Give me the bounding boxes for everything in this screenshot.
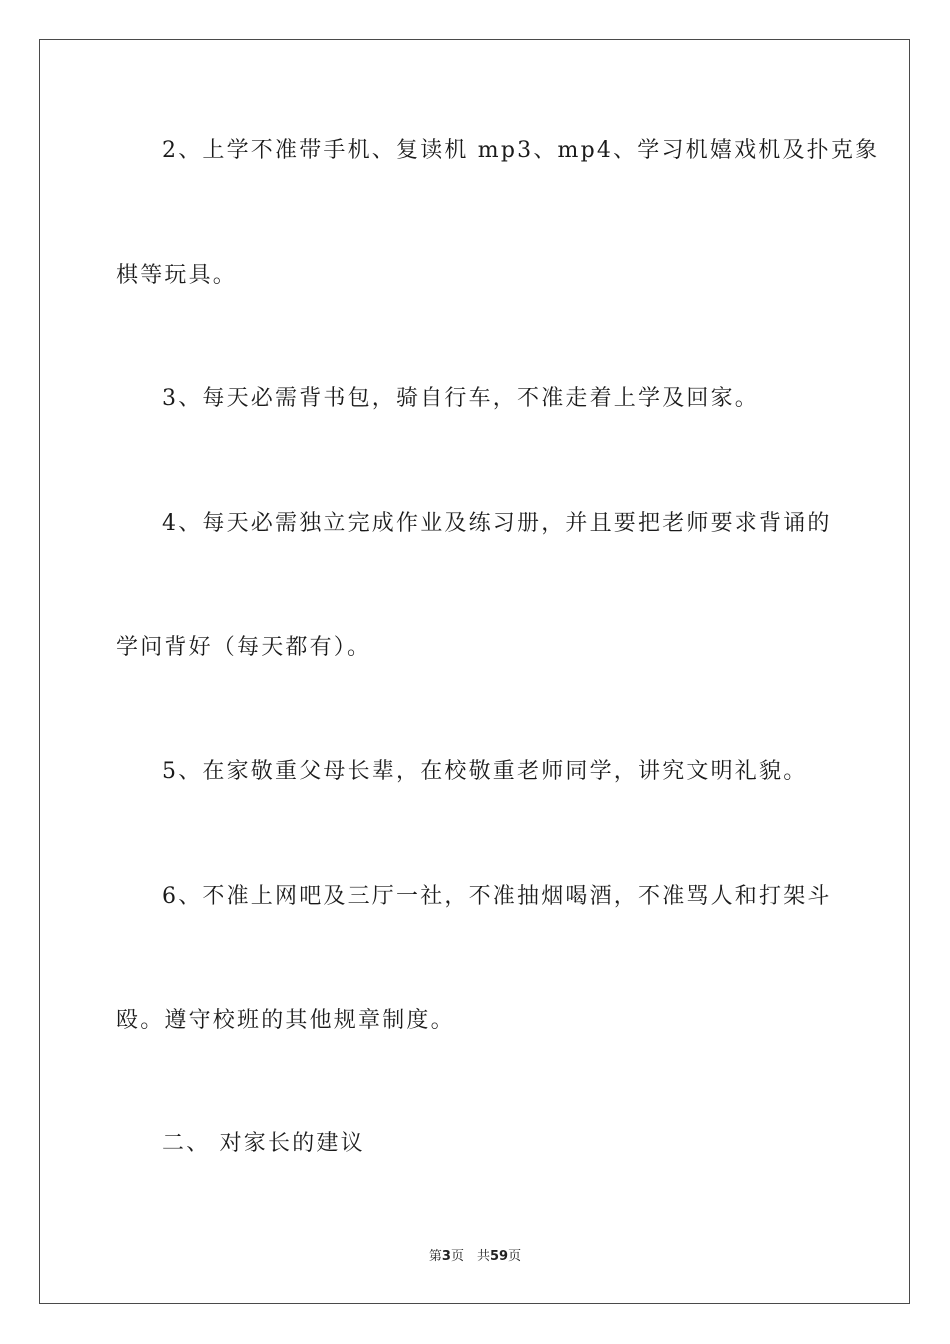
footer-middle: 页 共	[450, 1249, 490, 1264]
paragraph-4-line-1: 4、每天必需独立完成作业及练习册，并且要把老师要求背诵的	[162, 511, 832, 536]
paragraph-3-line-1: 3、每天必需背书包，骑自行车，不准走着上学及回家。	[162, 386, 759, 411]
paragraph-4-line-2: 学问背好（每天都有）。	[116, 635, 372, 660]
footer-total-pages: 59	[489, 1249, 509, 1264]
page-footer	[0, 1245, 950, 1264]
paragraph-2-line-2: 棋等玩具。	[116, 263, 238, 288]
footer-suffix: 页	[508, 1249, 522, 1264]
paragraph-6-line-2: 殴。遵守校班的其他规章制度。	[116, 1008, 455, 1033]
page-border	[39, 39, 910, 1304]
footer-prefix: 第	[428, 1249, 442, 1264]
paragraph-5-line-1: 5、在家敬重父母长辈，在校敬重老师同学，讲究文明礼貌。	[162, 759, 808, 784]
footer-page-number: 3	[441, 1249, 451, 1264]
section-heading: 二、 对家长的建议	[162, 1131, 365, 1156]
paragraph-2-line-1: 2、上学不准带手机、复读机 mp3、mp4、学习机嬉戏机及扑克象	[162, 138, 880, 163]
paragraph-6-line-1: 6、不准上网吧及三厅一社，不准抽烟喝酒，不准骂人和打架斗	[162, 884, 832, 909]
